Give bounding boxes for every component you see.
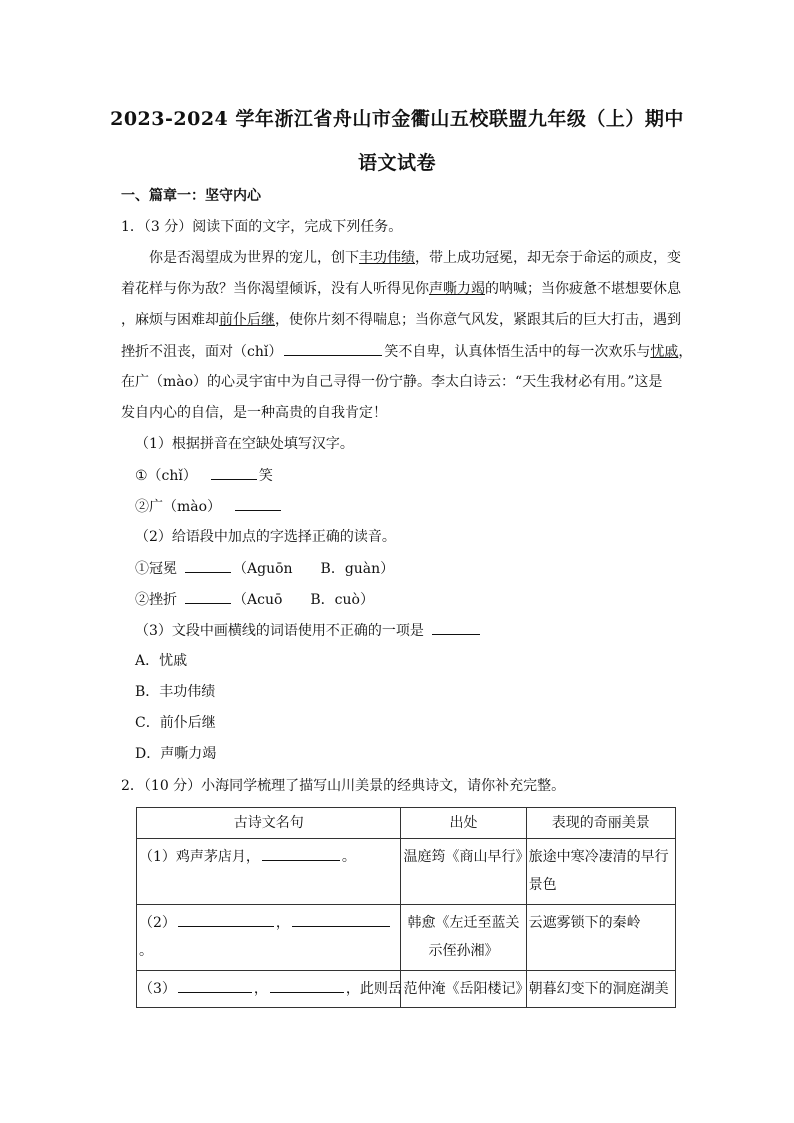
answer-blank[interactable] [292, 912, 390, 927]
passage-line-6: 发自内心的自信，是一种高贵的自我肯定！ [121, 405, 387, 421]
item-label: ②挫折 [135, 592, 177, 608]
poem-end: 。 [139, 943, 153, 959]
exam-title-line2: 语文试卷 [357, 152, 436, 174]
item-label: （3）文段中画横线的词语使用不正确的一项是 [135, 623, 424, 639]
table-cell-source: 韩愈《左迁至蓝关示侄孙湘》 [401, 905, 526, 971]
subquestion-2-a [135, 558, 394, 579]
passage-line-4 [121, 341, 692, 362]
table-row [137, 971, 676, 1008]
poem-table [136, 807, 676, 1008]
table-cell-scene: 旅途中寒冷凄清的早行景色 [526, 839, 675, 905]
option-c: C．前仆后继 [135, 715, 216, 731]
table-cell-poem [137, 971, 401, 1008]
subquestion-3 [135, 620, 480, 641]
answer-blank[interactable] [235, 496, 281, 511]
passage-line-3 [121, 310, 681, 330]
table-cell-source: 范仲淹《岳阳楼记》 [401, 971, 526, 1008]
table-header: 古诗文名句 [137, 808, 401, 839]
answer-blank[interactable] [262, 846, 340, 861]
answer-blank[interactable] [178, 978, 252, 993]
answer-blank[interactable] [185, 589, 231, 604]
table-header: 表现的奇丽美景 [526, 808, 675, 839]
answer-blank[interactable] [211, 465, 257, 480]
poem-end: 。 [341, 849, 356, 865]
section-heading: 一、篇章一：坚守内心 [121, 188, 261, 204]
underlined-word: 忧戚 [650, 344, 679, 360]
table-cell-poem [137, 839, 401, 905]
table-row [137, 839, 676, 905]
option-a: A．忧戚 [135, 653, 188, 669]
answer-blank[interactable] [284, 341, 382, 356]
item-label: ②广（mào） [135, 499, 222, 515]
poem-sep: ， [275, 915, 290, 931]
item-options: （Aguōn B．guàn） [233, 561, 395, 577]
poem-sep: ， [253, 981, 268, 997]
passage-text: 挫折不沮丧，面对（chǐ） [121, 344, 283, 360]
question-2-stem: 2．（10 分）小海同学梳理了描写山川美景的经典诗文，请你补充完整。 [121, 778, 566, 794]
poem-end: ，此则岳 [345, 981, 402, 997]
item-tail: 笑 [258, 468, 273, 484]
answer-blank[interactable] [270, 978, 344, 993]
poem-label: （2） [139, 915, 176, 931]
table-cell-source: 温庭筠《商山早行》 [401, 839, 526, 905]
table-cell-scene: 云遮雾锁下的秦岭 [526, 905, 675, 971]
underlined-word: 丰功伟绩 [359, 250, 415, 266]
subquestion-1: （1）根据拼音在空缺处填写汉字。 [135, 436, 354, 452]
subquestion-2-b [135, 589, 374, 610]
poem-label: （3） [139, 981, 176, 997]
passage-text: 的呐喊；当你疲惫不堪想要休息 [485, 281, 681, 297]
question-1-stem: 1．（3 分）阅读下面的文字，完成下列任务。 [121, 219, 403, 235]
passage-text: ，使你片刻不得喘息；当你意气风发，紧跟其后的巨大打击，遇到 [275, 312, 681, 328]
option-d: D．声嘶力竭 [135, 746, 217, 762]
table-cell-poem [137, 905, 401, 971]
passage-line-5: 在广（mào）的心灵宇宙中为自己寻得一份宁静。李太白诗云：“天生我材必有用。”这是 [121, 374, 663, 390]
answer-blank[interactable] [185, 558, 231, 573]
underlined-word: 前仆后继 [219, 312, 275, 328]
item-label: ①冠冕 [135, 561, 177, 577]
passage-text: ，麻烦与困难却 [121, 312, 219, 328]
passage-text: ，带上成功冠冕，却无奈于命运的顽皮，变 [415, 250, 681, 266]
underlined-word: 声嘶力竭 [429, 281, 485, 297]
answer-blank[interactable] [432, 620, 480, 635]
poem-label: （1）鸡声茅店月， [139, 849, 260, 865]
table-cell-scene: 朝暮幻变下的洞庭湖美 [526, 971, 675, 1008]
item-options: （Acuō B．cuò） [233, 592, 374, 608]
passage-text: 你是否渴望成为世界的宠儿，创下 [149, 250, 359, 266]
subquestion-1-b [135, 496, 281, 517]
passage-text: 着花样与你为敌？当你渴望倾诉，没有人听得见你 [121, 281, 429, 297]
table-header: 出处 [401, 808, 526, 839]
table-header-row [137, 808, 676, 839]
passage-text: 笑不自卑，认真体悟生活中的每一次欢乐与 [384, 344, 651, 360]
passage-line-2 [121, 279, 681, 299]
item-label: ①（chǐ） [135, 468, 197, 484]
passage-text: ， [678, 344, 693, 360]
answer-blank[interactable] [178, 912, 274, 927]
exam-title-line1: 2023-2024 学年浙江省舟山市金衢山五校联盟九年级（上）期中 [110, 108, 684, 130]
passage-line-1 [149, 248, 681, 268]
subquestion-1-a [135, 465, 273, 486]
subquestion-2: （2）给语段中加点的字选择正确的读音。 [135, 529, 396, 545]
table-row [137, 905, 676, 971]
option-b: B．丰功伟绩 [135, 684, 216, 700]
